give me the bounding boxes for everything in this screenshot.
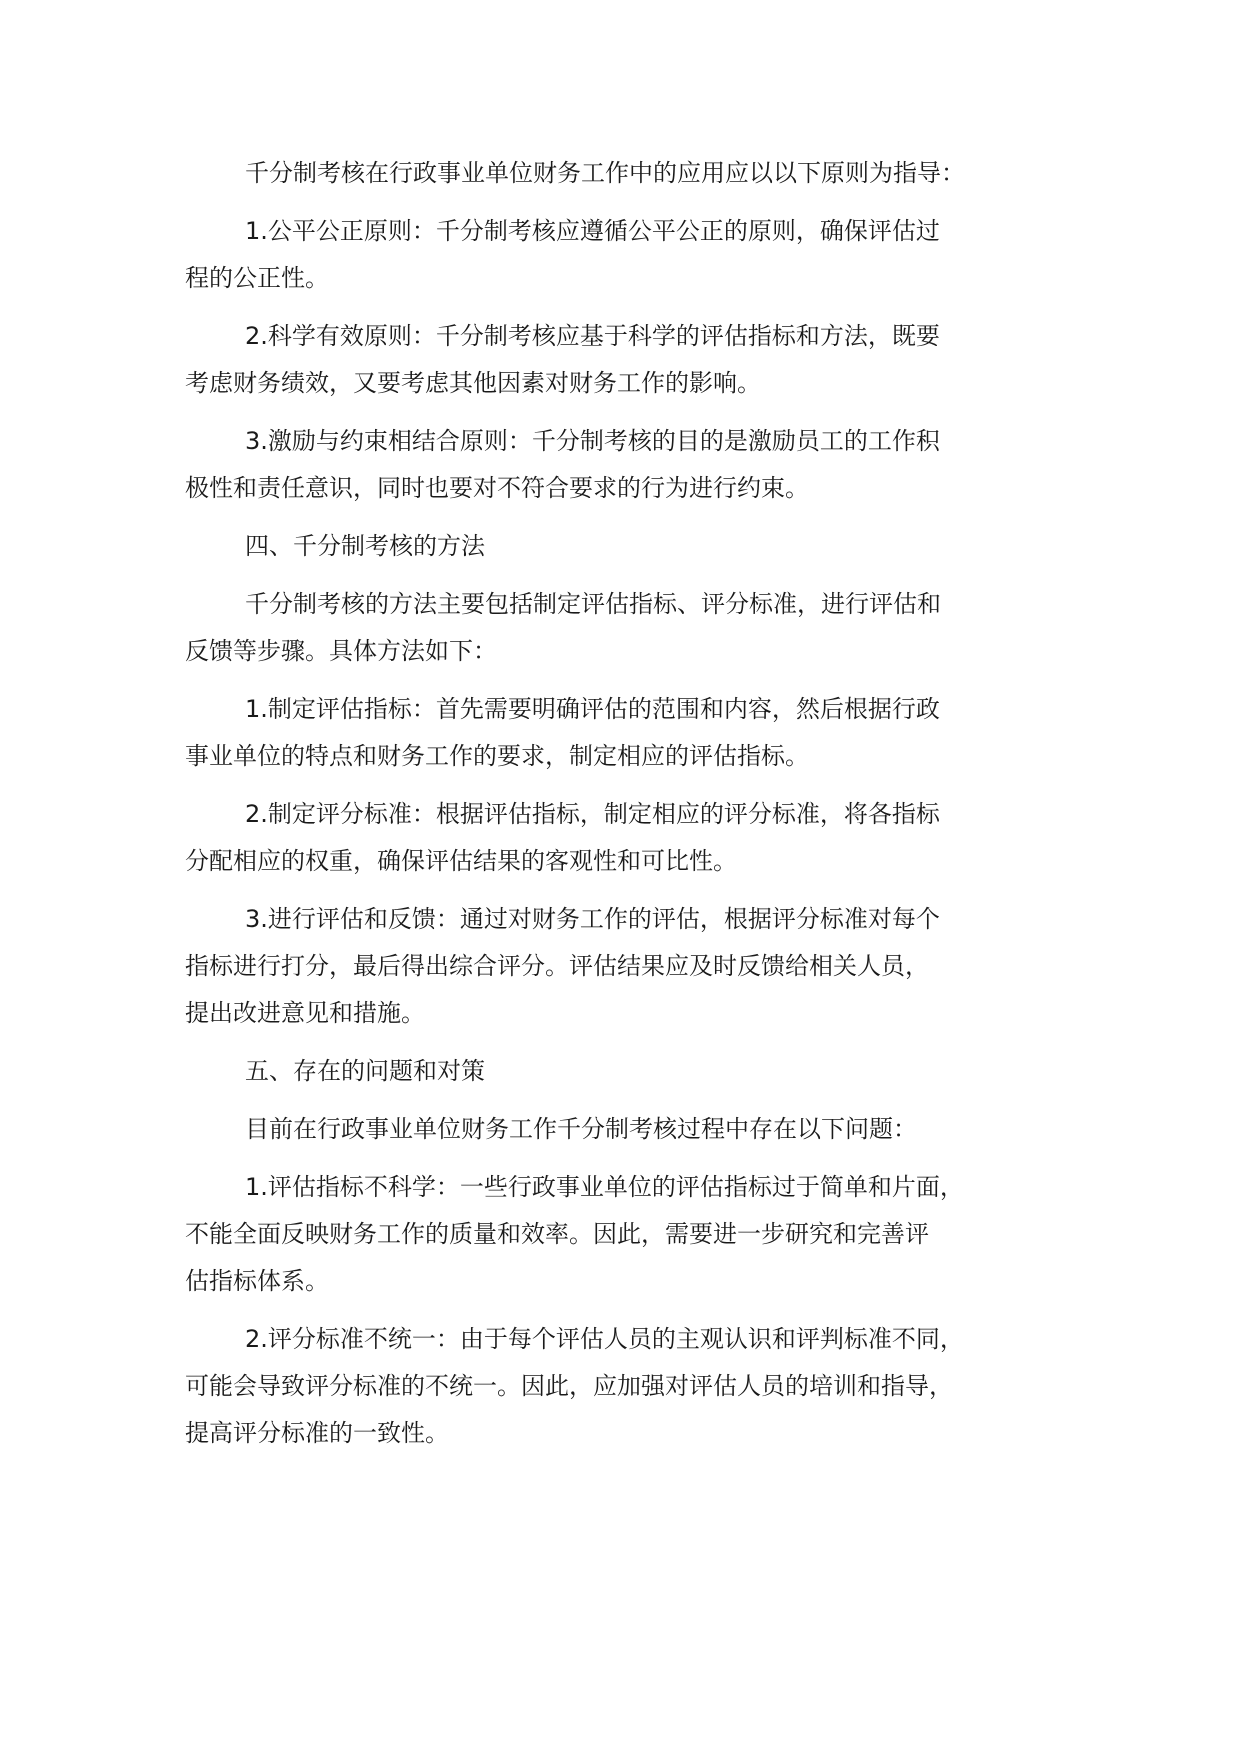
text-line: 提高评分标准的一致性。 [185,1419,449,1447]
text-line: 指标进行打分，最后得出综合评分。评估结果应及时反馈给相关人员， [185,952,929,980]
paragraph-problem-standards [185,1316,1085,1457]
text-line: 考虑财务绩效，又要考虑其他因素对财务工作的影响。 [185,369,761,397]
paragraph-methods-intro [185,581,1085,675]
text-line: 2.制定评分标准：根据评估指标，制定相应的评分标准，将各指标 [245,800,940,828]
text-line: 2.科学有效原则：千分制考核应基于科学的评估指标和方法，既要 [245,322,940,350]
text-line: 千分制考核在行政事业单位财务工作中的应用应以以下原则为指导： [245,159,965,187]
text-line: 3.进行评估和反馈：通过对财务工作的评估，根据评分标准对每个 [245,905,940,933]
paragraph-fairness-principle [185,208,1085,302]
section-heading-problems [185,1048,1085,1095]
text-line: 不能全面反映财务工作的质量和效率。因此，需要进一步研究和完善评 [185,1220,929,1248]
text-line: 估指标体系。 [185,1267,329,1295]
section-heading-text: 四、千分制考核的方法 [245,532,485,560]
text-line: 目前在行政事业单位财务工作千分制考核过程中存在以下问题： [245,1115,917,1143]
text-line: 3.激励与约束相结合原则：千分制考核的目的是激励员工的工作积 [245,427,940,455]
section-heading-methods [185,523,1085,570]
paragraph-method-indicators [185,686,1085,780]
text-line: 1.制定评估指标：首先需要明确评估的范围和内容，然后根据行政 [245,695,940,723]
text-line: 程的公正性。 [185,264,329,292]
text-line: 事业单位的特点和财务工作的要求，制定相应的评估指标。 [185,742,809,770]
paragraph-method-evaluation [185,896,1085,1037]
text-line: 极性和责任意识，同时也要对不符合要求的行为进行约束。 [185,474,809,502]
paragraph-principles-intro [185,150,1085,197]
text-line: 1.公平公正原则：千分制考核应遵循公平公正的原则，确保评估过 [245,217,940,245]
paragraph-incentive-principle [185,418,1085,512]
document-body [185,150,1085,1468]
text-line: 1.评估指标不科学：一些行政事业单位的评估指标过于简单和片面， [245,1173,964,1201]
section-heading-text: 五、存在的问题和对策 [245,1057,485,1085]
text-line: 可能会导致评分标准的不统一。因此，应加强对评估人员的培训和指导， [185,1372,953,1400]
text-line: 反馈等步骤。具体方法如下： [185,637,497,665]
text-line: 提出改进意见和措施。 [185,999,425,1027]
paragraph-method-standards [185,791,1085,885]
paragraph-problems-intro [185,1106,1085,1153]
text-line: 千分制考核的方法主要包括制定评估指标、评分标准，进行评估和 [245,590,941,618]
paragraph-scientific-principle [185,313,1085,407]
text-line: 分配相应的权重，确保评估结果的客观性和可比性。 [185,847,737,875]
paragraph-problem-indicators [185,1164,1085,1305]
text-line: 2.评分标准不统一：由于每个评估人员的主观认识和评判标准不同， [245,1325,964,1353]
